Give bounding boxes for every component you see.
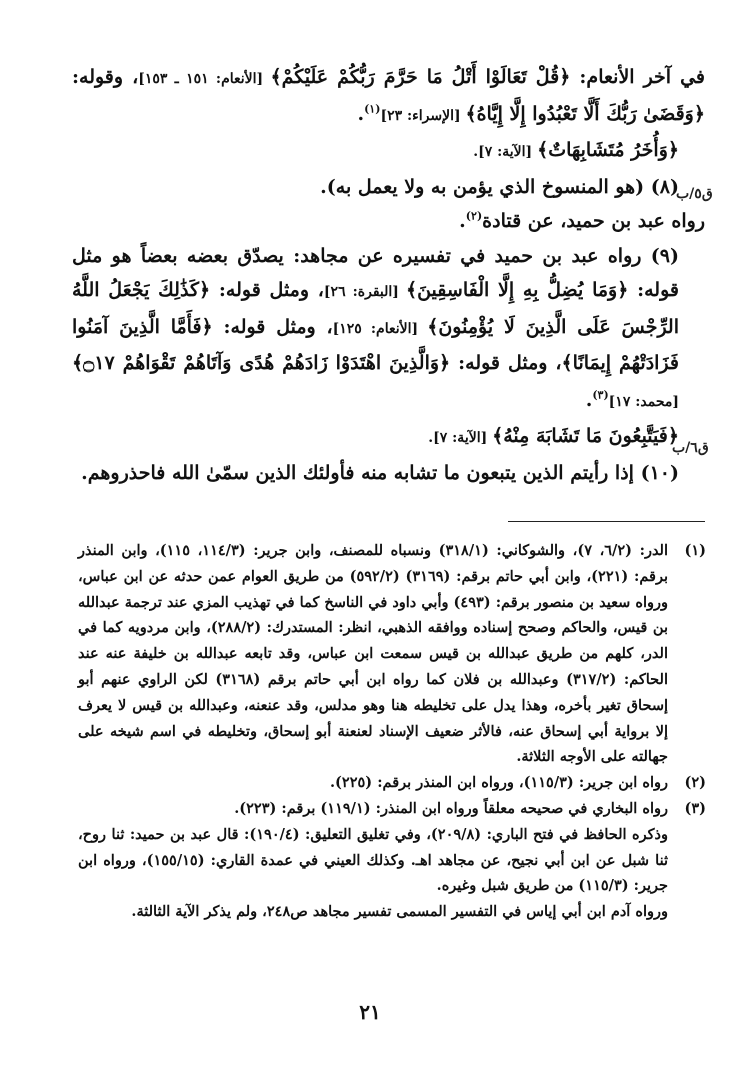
verse-reference: [محمد: ١٧] bbox=[608, 393, 679, 410]
quran-quote: ﴿كَذَٰلِكَ يَجْعَلُ اللَّهُ الرِّجْسَ عَلَى الَّذِينَ لَا يُؤْمِنُونَ﴾ bbox=[72, 279, 679, 338]
paragraph-10 bbox=[72, 456, 705, 491]
main-text bbox=[72, 60, 705, 490]
page-number: ٢١ bbox=[359, 1000, 381, 1024]
manuscript-folio-note: ق٥/ب bbox=[676, 186, 713, 202]
verse-reference: [الآية: ٧]. bbox=[428, 430, 493, 446]
text-segment: ، ومثل قوله: bbox=[210, 279, 324, 301]
footnote-text: رواه ابن جرير: (١١٥/٣)، ورواه ابن المنذر برقم: (٢٢٥). bbox=[329, 774, 668, 792]
verse-reference: [الأنعام: ١٥١ ـ ١٥٣] bbox=[138, 71, 271, 87]
manuscript-folio-note: ق٦/ب bbox=[672, 440, 709, 456]
footnote-number: (٢) bbox=[684, 774, 706, 792]
verse-reference: [الإسراء: ٢٣] bbox=[380, 107, 466, 124]
text-segment: . bbox=[357, 102, 365, 125]
quran-quote: ﴿وَقَضَىٰ رَبُّكَ أَلَّا تَعْبُدُوا إِلَّا إِيَّاهُ﴾ bbox=[465, 102, 705, 125]
footnote-text: رواه البخاري في صحيحه معلقاً ورواه ابن المنذر: (١١٩/١) برقم: (٢٢٣). bbox=[234, 799, 668, 817]
quran-quote: ﴿وَأُخَرُ مُتَشَابِهَاتٌ﴾ bbox=[537, 139, 679, 161]
footnote-number: (٣) bbox=[684, 799, 706, 817]
footnote-item bbox=[78, 770, 706, 796]
verse-reference: [الأنعام: ١٢٥] bbox=[332, 320, 428, 337]
footnote-text: الدر: (٦/٢، ٧)، والشوكاني: (٣١٨/١) ونسباه للمصنف، وابن جرير: (١١٤/٣، ١١٥)، وابن المنذر برقم: (٢٢١)، وابن أبي حاتم برقم: (٣١٦٩) (٥٩٢/٢) من طريق العوام عمن حدثه عن ابن عباس، ورواه سعيد بن منصور برقم: (٤٩٣) وأبي داود في الناسخ كما في تهذيب المزي عند ترجمة عبدالله بن قيس، والحاكم وصحح إسناده ووافقه الذهبي، انظر: المستدرك: (٢٨٨/٢)، وابن مردويه كما في الدر، كلهم من طريق عبدالله بن قيس سمعت ابن عباس، وقد تابعه عبدالله بن خليفة عنه عند الحاكم: (٣١٧/٢) وعبدالله بن فلان كما رواه ابن أبي حاتم برقم (٣١٦٨) لكن الراوي عنهم أبو إسحاق تغير بأخره، وهذا يدل على تخليطه هنا وهو مدلس، وقد عنعنه، وعبدالله بن قيس لا يعرف إلا برواية أبي إسحاق عنه، فالأثر ضعيف الإسناد لعنعنة أبو إسحاق، وتخليطه في اسم شيخه على جهالته على الأوجه الثلاثة. bbox=[78, 542, 669, 766]
text-segment: رواه عبد بن حميد، عن قتادة bbox=[482, 210, 705, 232]
paragraph-9 bbox=[72, 239, 705, 420]
text-segment: في آخر الأنعام: bbox=[570, 66, 706, 88]
paragraph-8 bbox=[72, 170, 705, 205]
text-segment: (هو المنسوخ الذي يؤمن به ولا يعمل به). bbox=[320, 175, 651, 198]
footnote-marker: (٣) bbox=[592, 388, 609, 402]
quran-quote: ﴿قُلْ تَعَالَوْا أَتْلُ مَا حَرَّمَ رَبُّكُمْ عَلَيْكُمْ﴾ bbox=[270, 66, 571, 88]
quran-quote: ﴿وَمَا يُضِلُّ بِهِ إِلَّا الْفَاسِقِينَ﴾ bbox=[405, 279, 629, 301]
paragraph-1 bbox=[72, 60, 705, 133]
footnote-separator bbox=[508, 521, 705, 522]
quran-quote: ﴿فَأَمَّا الَّذِينَ آمَنُوا فَزَادَتْهُمْ إِيمَانًا﴾ bbox=[72, 315, 680, 374]
footnote-marker: (٢) bbox=[465, 209, 483, 223]
text-segment: ، ومثل قوله: bbox=[212, 315, 333, 338]
quran-quote: ﴿وَالَّذِينَ اهْتَدَوْا زَادَهُمْ هُدًى وَآتَاهُمْ تَقْوَاهُمْ ۝١٧﴾ bbox=[72, 352, 451, 374]
text-segment: إذا رأيتم الذين يتبعون ما تشابه منه فأولئك الذين سمّىٰ الله فاحذروهم. bbox=[81, 461, 641, 484]
text-segment: ، ومثل قوله: bbox=[450, 352, 562, 374]
verse-reference: [البقرة: ٢٦] bbox=[323, 284, 406, 300]
footnote-item bbox=[78, 538, 706, 770]
footnote-marker: (١) bbox=[364, 102, 381, 116]
footnote-item bbox=[78, 796, 706, 925]
paragraph-number: (١٠) bbox=[640, 461, 679, 484]
footnotes bbox=[78, 538, 706, 925]
verse-reference: [الآية: ٧]. bbox=[473, 144, 538, 160]
text-segment: . bbox=[585, 388, 593, 411]
paragraph-number: (٨) bbox=[650, 175, 679, 198]
paragraph-8-source: رواه عبد بن حميد، عن قتادة$^{(٢)}$. bbox=[459, 209, 705, 232]
text-segment: ، وقوله: bbox=[72, 66, 139, 88]
text-segment: رواه عبد بن حميد في تفسيره عن مجاهد: يصدّق بعضه بعضاً هو مثل قوله: bbox=[72, 244, 679, 301]
footnote-text: وذكره الحافظ في فتح الباري: (٢٠٩/٨)، وفي تغليق التعليق: (١٩٠/٤): قال عبد بن حميد: ثنا روح، ثنا شبل عن ابن أبي نجيح، عن مجاهد اهـ. وكذلك العيني في عمدة القاري: (١٥٥/١٥)، ورواه ابن جرير: (١١٥/٣) من طريق شبل وغيره. bbox=[78, 825, 669, 895]
verse-line bbox=[72, 133, 705, 170]
paragraph-number: (٩) bbox=[650, 244, 679, 267]
verse-line bbox=[72, 419, 705, 456]
footnote-text: ورواه آدم ابن أبي إياس في التفسير المسمى تفسير مجاهد ص٢٤٨، ولم يذكر الآية الثالثة. bbox=[131, 903, 668, 921]
footnote-number: (١) bbox=[684, 542, 706, 559]
quran-quote: ﴿فَيَتَّبِعُونَ مَا تَشَابَهَ مِنْهُ﴾ bbox=[492, 425, 679, 447]
